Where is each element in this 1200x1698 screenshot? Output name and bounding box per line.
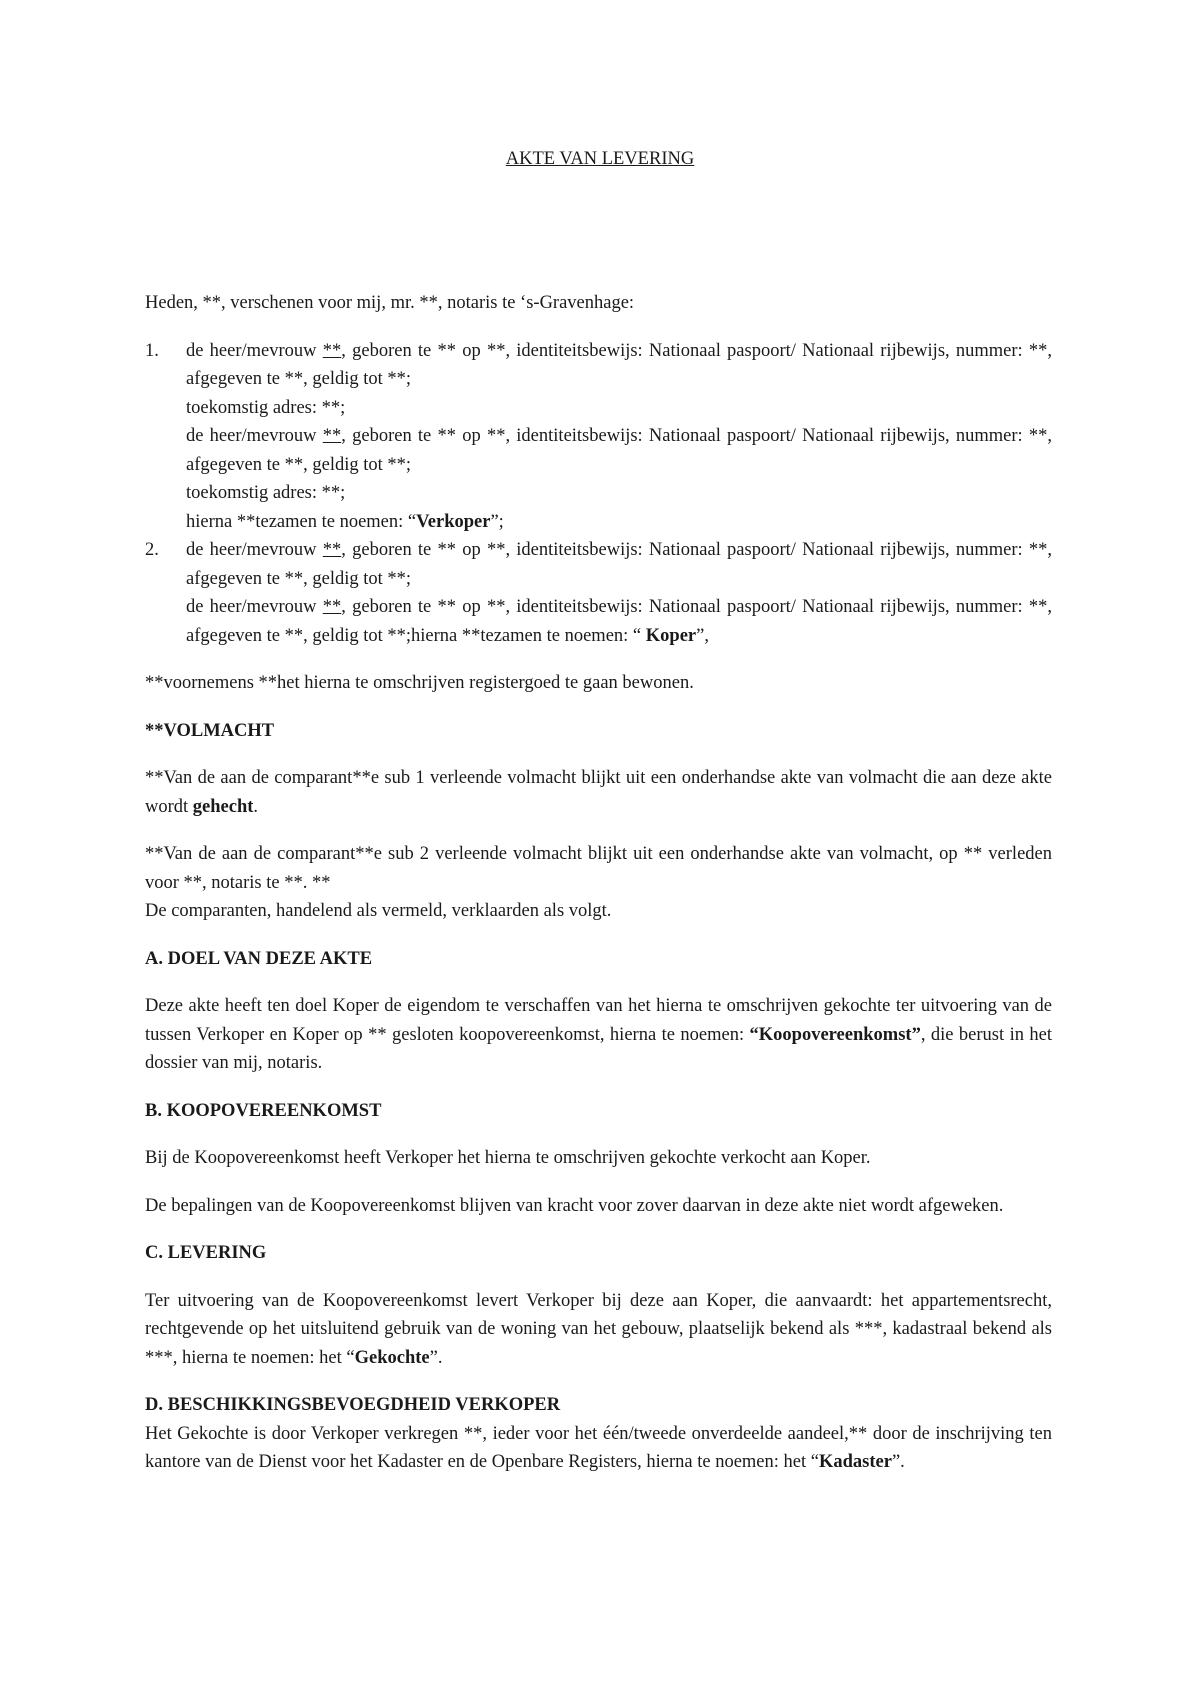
section-b-text-2: De bepalingen van de Koopovereenkomst blijven van kracht voor zover daarvan in deze akte niet wordt afgeweken. xyxy=(145,1195,1004,1216)
party-number: 1. xyxy=(145,340,159,361)
party-item-2 xyxy=(145,536,1052,650)
party-designation-seller: hierna **tezamen te noemen: “Verkoper”; xyxy=(186,511,504,532)
section-d-text: Het Gekochte is door Verkoper verkregen **, ieder voor het één/tweede onverdeelde aandeel,** door de inschrijving ten kantore van de Dienst voor het Kadaster en de Openbare Registers, hierna te noemen: het “Kadaster”. xyxy=(145,1423,1052,1472)
party-person-1a: de heer/mevrouw **, geboren te ** op **, identiteitsbewijs: Nationaal paspoort/ Nationaal rijbewijs, nummer: **, afgegeven te **, geldig tot **; xyxy=(186,340,1053,389)
party-name-placeholder: ** xyxy=(322,540,342,560)
party-person-2b: de heer/mevrouw **, geboren te ** op **, identiteitsbewijs: Nationaal paspoort/ Nationaal rijbewijs, nummer: **, afgegeven te **, geldig tot **;hierna **tezamen te noemen: “ Koper”, xyxy=(186,597,1053,646)
section-d-heading: D. BESCHIKKINGSBEVOEGDHEID VERKOPER xyxy=(145,1395,561,1415)
document-title: AKTE VAN LEVERING xyxy=(505,149,695,169)
intro-paragraph: Heden, **, verschenen voor mij, mr. **, notaris te ‘s-Gravenhage: xyxy=(145,293,635,313)
volmacht-heading: **VOLMACHT xyxy=(145,720,275,741)
party-person-1b: de heer/mevrouw **, geboren te ** op **, identiteitsbewijs: Nationaal paspoort/ Nationaal rijbewijs, nummer: **, afgegeven te **, geldig tot **; xyxy=(186,426,1053,475)
section-b-heading: B. KOOPOVEREENKOMST xyxy=(145,1100,382,1121)
declaration-line: De comparanten, handelend als vermeld, verklaarden als volgt. xyxy=(145,901,612,921)
volmacht-paragraph-1: **Van de aan de comparant**e sub 1 verleende volmacht blijkt uit een onderhandse akte van volmacht die aan deze akte wordt gehecht. xyxy=(145,768,1052,817)
section-c-heading: C. LEVERING xyxy=(145,1243,267,1263)
party-name-placeholder: ** xyxy=(322,597,342,617)
section-a-text: Deze akte heeft ten doel Koper de eigendom te verschaffen van het hierna te omschrijven gekochte ter uitvoering van de tussen Verkoper en Koper op ** gesloten koopovereenkomst, hierna te noemen: “Koopovereenkomst”, die berust in het dossier van mij, notaris. xyxy=(145,996,1052,1073)
party-address-1a: toekomstig adres: **; xyxy=(186,397,346,418)
section-b-text-1: Bij de Koopovereenkomst heeft Verkoper het hierna te omschrijven gekochte verkocht aan Koper. xyxy=(145,1148,871,1168)
section-c-text: Ter uitvoering van de Koopovereenkomst levert Verkoper bij deze aan Koper, die aanvaardt: het appartementsrecht, rechtgevende op het uitsluitend gebruik van de woning van het gebouw, plaatselijk bekend als ***, kadastraal bekend als ***, hierna te noemen: het “Gekochte”. xyxy=(145,1290,1052,1368)
party-address-1b: toekomstig adres: **; xyxy=(186,483,346,503)
seller-term: Verkoper xyxy=(416,511,491,532)
party-item-1 xyxy=(145,337,1052,537)
intent-paragraph: **voornemens **het hierna te omschrijven registergoed te gaan bewonen. xyxy=(145,673,694,693)
parties-list xyxy=(145,337,1052,651)
party-person-2a: de heer/mevrouw **, geboren te ** op **, identiteitsbewijs: Nationaal paspoort/ Nationaal rijbewijs, nummer: **, afgegeven te **, geldig tot **; xyxy=(186,540,1053,589)
document-body xyxy=(145,289,1052,1477)
party-name-placeholder: ** xyxy=(322,340,342,361)
volmacht-paragraph-2: **Van de aan de comparant**e sub 2 verleende volmacht blijkt uit een onderhandse akte van volmacht, op ** verleden voor **, notaris te **. ** xyxy=(145,844,1052,893)
buyer-term: Koper xyxy=(645,625,697,646)
section-a-heading: A. DOEL VAN DEZE AKTE xyxy=(145,948,373,969)
party-name-placeholder: ** xyxy=(322,426,342,446)
party-number: 2. xyxy=(145,540,159,560)
